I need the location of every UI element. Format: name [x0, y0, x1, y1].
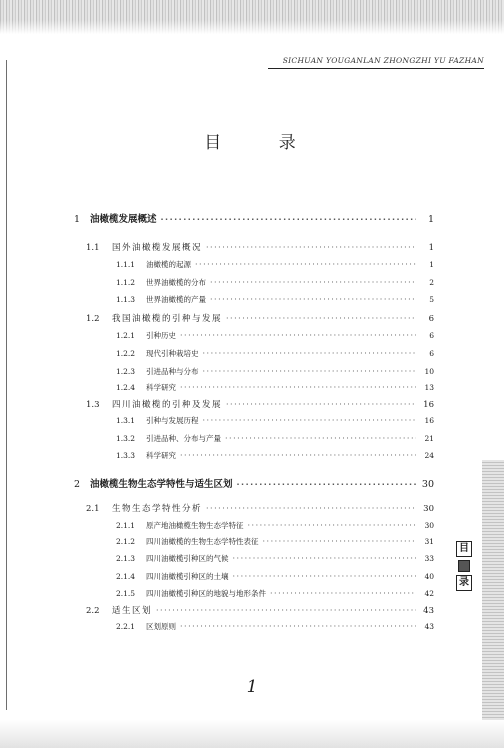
toc-entry-number: 2.1 [86, 504, 100, 514]
toc-entry-number: 1.2.4 [116, 383, 136, 392]
toc-entry-number: 1.2.3 [116, 367, 136, 376]
toc-entry[interactable] [116, 277, 434, 288]
toc-entry-number: 1.3.3 [116, 451, 136, 460]
header-rule [268, 68, 484, 69]
toc-entry[interactable] [116, 259, 434, 270]
toc-leader-dots [270, 589, 416, 598]
toc-leader-dots [203, 416, 417, 425]
page-number: 1 [246, 677, 258, 697]
toc-entry-title: 四川油橄榄引种区的气候 [146, 554, 229, 563]
toc-entry-page: 13 [424, 383, 434, 392]
page-title: 目 录 [204, 133, 322, 153]
toc-entry-title: 油橄榄生物生态学特性与适生区划 [90, 479, 233, 490]
toc-entry-number: 1.2.2 [116, 349, 136, 358]
toc-entry[interactable] [74, 211, 434, 225]
toc-entry-title: 油橄榄发展概述 [90, 214, 157, 225]
toc-entry[interactable] [116, 553, 434, 564]
toc-entry[interactable] [86, 604, 434, 616]
toc-entry-title: 世界油橄榄的产量 [146, 295, 206, 304]
toc-leader-dots [180, 331, 416, 340]
toc-entry[interactable] [116, 330, 434, 341]
toc-entry-title: 我国油橄榄的引种与发展 [112, 314, 223, 324]
toc-entry-page: 6 [429, 349, 434, 358]
toc-entry-title: 适生区划 [112, 606, 153, 616]
toc-entry-page: 42 [424, 589, 434, 598]
toc-entry-number: 1.2 [86, 314, 100, 324]
toc-entry-title: 四川油橄榄的生物生态学特性表征 [146, 537, 259, 546]
toc-entry-number: 2.1.3 [116, 554, 136, 563]
toc-entry[interactable] [116, 520, 434, 531]
toc-entry-page: 31 [424, 537, 434, 546]
toc-entry-title: 区划原则 [146, 622, 176, 631]
toc-entry[interactable] [116, 415, 434, 426]
toc-leader-dots [226, 400, 416, 409]
toc-entry-title: 引进品种、分布与产量 [146, 434, 221, 443]
toc-entry-page: 16 [424, 416, 434, 425]
toc-entry[interactable] [116, 571, 434, 582]
toc-leader-dots [203, 349, 417, 358]
toc-entry-page: 43 [423, 606, 434, 616]
side-tab-marker [458, 560, 470, 572]
toc-entry-title: 科学研究 [146, 383, 176, 392]
toc-entry-number: 1.3.1 [116, 416, 136, 425]
toc-entry-page: 10 [424, 367, 434, 376]
toc-leader-dots [206, 243, 416, 252]
toc-leader-dots [203, 367, 417, 376]
toc-entry-title: 科学研究 [146, 451, 176, 460]
scan-edge-right [482, 460, 504, 748]
toc-entry-title: 四川油橄榄的引种及发展 [112, 400, 223, 410]
side-tab-char-1: 目 [456, 541, 472, 557]
toc-leader-dots [210, 295, 416, 304]
toc-entry-title: 引进品种与分布 [146, 367, 199, 376]
toc-entry-page: 1 [428, 243, 434, 253]
toc-entry-number: 1.3.2 [116, 434, 136, 443]
binding-edge-line [6, 60, 7, 710]
toc-entry-number: 2.2 [86, 606, 100, 616]
toc-leader-dots [210, 278, 416, 287]
chapter-side-tab [456, 541, 472, 594]
scan-edge-bottom [0, 720, 504, 748]
toc-entry[interactable] [116, 433, 434, 444]
toc-entry[interactable] [116, 536, 434, 547]
toc-entry-title: 四川油橄榄引种区的地貌与地形条件 [146, 589, 266, 598]
toc-leader-dots [180, 383, 416, 392]
toc-entry[interactable] [86, 502, 434, 514]
toc-leader-dots [237, 480, 416, 489]
toc-entry-page: 33 [424, 554, 434, 563]
toc-entry-title: 生物生态学特性分析 [112, 504, 203, 514]
toc-entry-number: 1.1.2 [116, 278, 136, 287]
toc-leader-dots [263, 537, 417, 546]
toc-leader-dots [206, 504, 416, 513]
toc-entry[interactable] [116, 588, 434, 599]
side-tab-char-2: 录 [456, 575, 472, 591]
toc-entry-page: 40 [424, 572, 434, 581]
toc-entry-page: 5 [429, 295, 434, 304]
toc-entry-page: 6 [429, 331, 434, 340]
toc-entry-page: 43 [424, 622, 434, 631]
toc-leader-dots [180, 451, 416, 460]
toc-entry[interactable] [86, 398, 434, 410]
toc-entry[interactable] [86, 312, 434, 324]
toc-entry-page: 2 [429, 278, 434, 287]
toc-entry-page: 30 [423, 504, 434, 514]
toc-entry-number: 1.1.3 [116, 295, 136, 304]
toc-leader-dots [233, 572, 417, 581]
toc-entry[interactable] [116, 366, 434, 377]
toc-entry-page: 30 [424, 521, 434, 530]
toc-entry-number: 2.1.5 [116, 589, 136, 598]
toc-entry-title: 国外油橄榄发展概况 [112, 243, 203, 253]
scan-edge-top [0, 0, 504, 34]
toc-entry-title: 油橄榄的起源 [146, 260, 191, 269]
toc-entry[interactable] [116, 450, 434, 461]
toc-leader-dots [180, 622, 416, 631]
toc-leader-dots [248, 521, 417, 530]
toc-leader-dots [233, 554, 417, 563]
toc-entry[interactable] [116, 348, 434, 359]
toc-entry-page: 1 [429, 260, 434, 269]
toc-entry-title: 世界油橄榄的分布 [146, 278, 206, 287]
toc-entry-number: 2.1.4 [116, 572, 136, 581]
toc-entry-page: 16 [423, 400, 434, 410]
toc-entry-number: 2.1.2 [116, 537, 136, 546]
toc-entry-number: 2.1.1 [116, 521, 136, 530]
toc-entry-number: 1.1 [86, 243, 100, 253]
toc-entry[interactable] [116, 294, 434, 305]
toc-entry-title: 四川油橄榄引种区的土壤 [146, 572, 229, 581]
toc-leader-dots [156, 606, 416, 615]
toc-entry-number: 2 [74, 479, 81, 490]
toc-entry[interactable] [116, 382, 434, 393]
toc-entry-page: 6 [428, 314, 434, 324]
toc-entry-number: 1.2.1 [116, 331, 136, 340]
toc-entry-page: 24 [424, 451, 434, 460]
toc-entry-title: 原产地油橄榄生物生态学特征 [146, 521, 244, 530]
toc-entry-number: 1.3 [86, 400, 100, 410]
toc-leader-dots [161, 215, 416, 224]
toc-leader-dots [226, 314, 416, 323]
toc-entry-title: 现代引种栽培史 [146, 349, 199, 358]
toc-entry[interactable] [116, 621, 434, 632]
toc-entry-page: 1 [427, 214, 434, 225]
toc-entry[interactable] [74, 476, 434, 490]
toc-leader-dots [225, 434, 416, 443]
toc-entry[interactable] [86, 241, 434, 253]
toc-entry-title: 引种历史 [146, 331, 176, 340]
toc-entry-title: 引种与发展历程 [146, 416, 199, 425]
running-header: SICHUAN YOUGANLAN ZHONGZHI YU FAZHAN [282, 56, 484, 65]
toc-entry-number: 2.2.1 [116, 622, 136, 631]
toc-entry-page: 30 [421, 479, 434, 490]
toc-entry-page: 21 [424, 434, 434, 443]
toc-entry-number: 1.1.1 [116, 260, 136, 269]
toc-leader-dots [195, 260, 416, 269]
toc-entry-number: 1 [74, 214, 81, 225]
